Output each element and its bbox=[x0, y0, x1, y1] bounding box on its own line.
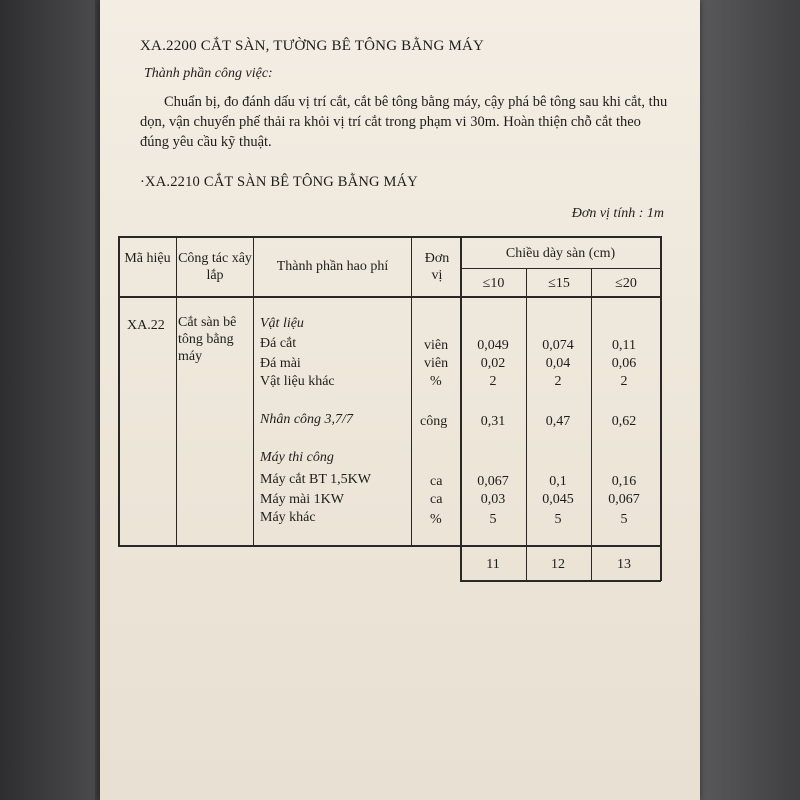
header-code: Mã hiệu bbox=[124, 251, 171, 266]
row-unit: % bbox=[430, 512, 442, 527]
body-bottom-border bbox=[118, 545, 661, 547]
row-value: 2 bbox=[489, 374, 497, 389]
row-value: 2 bbox=[620, 374, 628, 389]
row-value: 5 bbox=[620, 512, 628, 527]
header-le20: ≤20 bbox=[615, 276, 637, 291]
row-value: 0,02 bbox=[480, 356, 506, 371]
norm-table bbox=[100, 0, 700, 800]
row-value: 0,16 bbox=[611, 474, 637, 489]
row-unit: viên bbox=[424, 338, 449, 353]
row-work: Cắt sàn bê tông bằng máy bbox=[178, 315, 237, 364]
col-border-left bbox=[118, 236, 120, 546]
header-thickness: Chiều dày sàn (cm) bbox=[505, 246, 616, 261]
col-border-15 bbox=[591, 268, 592, 581]
row-value: 5 bbox=[489, 512, 497, 527]
row-unit: ca bbox=[430, 492, 443, 507]
row-name: Đá mài bbox=[260, 356, 301, 371]
background-left bbox=[0, 0, 95, 800]
row-name: Đá cắt bbox=[260, 336, 297, 351]
footer-number: 11 bbox=[486, 557, 500, 572]
row-value: 0,1 bbox=[549, 474, 567, 489]
header-work: Công tác xây lắp bbox=[178, 251, 252, 283]
background-right bbox=[695, 0, 800, 800]
section-machines: Máy thi công bbox=[260, 450, 334, 465]
header-unit: Đơn vị bbox=[424, 251, 450, 283]
row-value: 0,049 bbox=[477, 338, 509, 353]
section-labor: Nhân công 3,7/7 bbox=[260, 412, 353, 427]
row-unit: công bbox=[420, 414, 448, 429]
row-value: 0,045 bbox=[542, 492, 574, 507]
row-unit: viên bbox=[424, 356, 449, 371]
row-name: Máy mài 1KW bbox=[260, 492, 344, 507]
row-value: 0,47 bbox=[545, 414, 571, 429]
section-materials: Vật liệu bbox=[260, 316, 304, 331]
col-border-work bbox=[253, 236, 254, 546]
header-bottom-border bbox=[118, 296, 661, 298]
header-component: Thành phần hao phí bbox=[276, 259, 389, 274]
table-top-border bbox=[118, 236, 661, 238]
work-components-label: Thành phần công việc: bbox=[144, 66, 273, 81]
footer-number: 13 bbox=[617, 557, 631, 572]
row-value: 0,074 bbox=[542, 338, 574, 353]
col-border-component bbox=[411, 236, 412, 546]
col-border-10 bbox=[526, 268, 527, 581]
book-page bbox=[100, 0, 700, 800]
main-heading: XA.2200 CẮT SÀN, TƯỜNG BÊ TÔNG BẰNG MÁY bbox=[140, 38, 485, 54]
sub-heading: ·XA.2210 CẮT SÀN BÊ TÔNG BẰNG MÁY bbox=[140, 174, 418, 190]
header-le15: ≤15 bbox=[548, 276, 570, 291]
thickness-subheader-line bbox=[460, 268, 661, 269]
work-description: Chuẩn bị, đo đánh dấu vị trí cắt, cắt bê tông bằng máy, cậy phá bê tông sau khi cắt, thu dọn, vận chuyển phế thải ra khỏi vị trí cắt trong phạm vi 30m. Hoàn thiện chỗ cắt theo đúng yêu cầu kỹ thuật. bbox=[140, 94, 668, 150]
col-border-right bbox=[660, 236, 662, 581]
header-le10: ≤10 bbox=[482, 276, 505, 291]
row-unit: % bbox=[430, 374, 442, 389]
row-value: 0,31 bbox=[480, 414, 506, 429]
row-name: Vật liệu khác bbox=[260, 374, 335, 389]
row-value: 0,067 bbox=[477, 474, 509, 489]
row-value: 5 bbox=[554, 512, 562, 527]
footer-number: 12 bbox=[551, 557, 565, 572]
row-value: 2 bbox=[554, 374, 562, 389]
row-value: 0,03 bbox=[480, 492, 506, 507]
row-name: Máy cắt BT 1,5KW bbox=[260, 472, 371, 487]
footer-bottom-border bbox=[460, 580, 661, 582]
row-value: 0,62 bbox=[611, 414, 637, 429]
row-name: Máy khác bbox=[260, 510, 316, 525]
row-unit: ca bbox=[430, 474, 443, 489]
row-value: 0,11 bbox=[612, 338, 636, 353]
row-code: XA.22 bbox=[127, 318, 165, 333]
unit-note: Đơn vị tính : 1m bbox=[571, 206, 664, 221]
row-value: 0,067 bbox=[608, 492, 640, 507]
row-value: 0,06 bbox=[611, 356, 637, 371]
row-value: 0,04 bbox=[545, 356, 571, 371]
